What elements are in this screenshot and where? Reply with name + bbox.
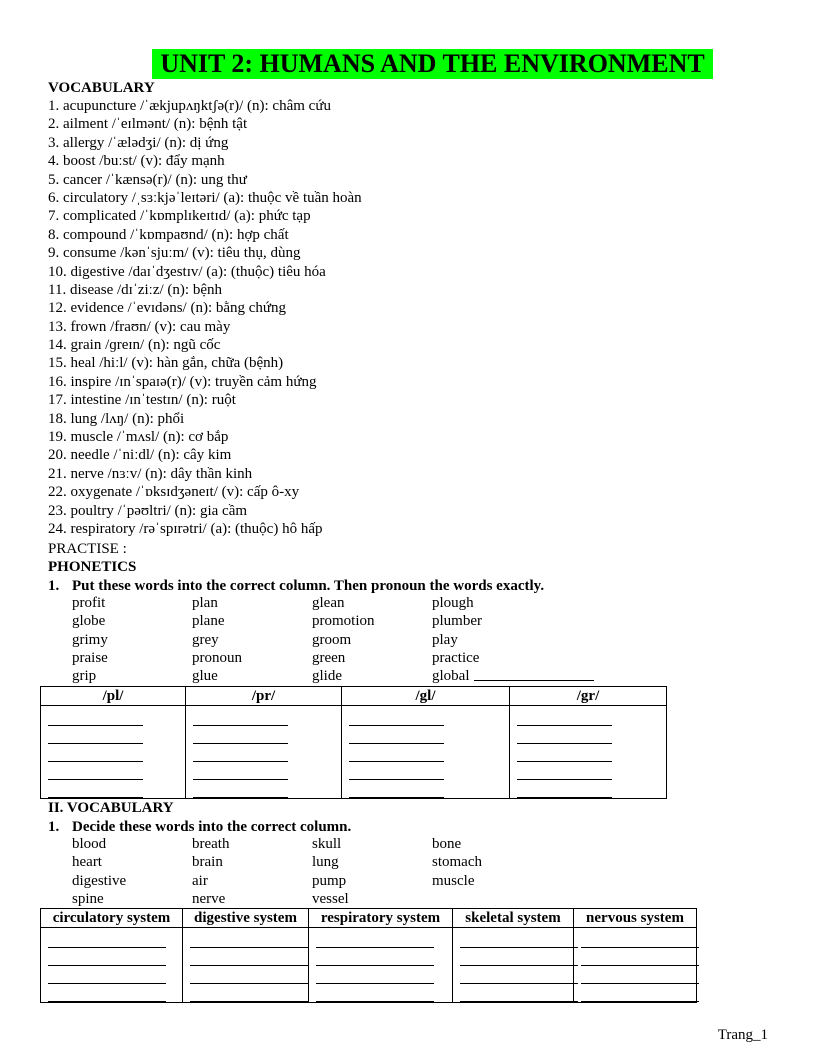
answer-blank xyxy=(316,930,434,948)
answer-blank xyxy=(517,726,612,744)
word: globe xyxy=(72,613,106,630)
word: plough xyxy=(432,595,474,611)
word-row xyxy=(72,667,594,685)
answer-blank xyxy=(193,708,288,726)
task-number: 1. xyxy=(48,578,60,594)
column-header: circulatory system xyxy=(41,909,183,928)
answer-blank xyxy=(48,948,166,966)
word: vessel xyxy=(312,890,349,907)
answer-blank xyxy=(517,708,612,726)
vocabulary-item: 21. nerve /nɜːv/ (n): dây thần kinh xyxy=(48,465,253,482)
answer-blank xyxy=(349,708,444,726)
vocabulary-heading: VOCABULARY xyxy=(48,80,155,96)
word: brain xyxy=(192,854,223,871)
answer-blank xyxy=(48,708,143,726)
answer-blank xyxy=(460,966,578,984)
column-header: /pr/ xyxy=(186,687,342,706)
word: profit xyxy=(72,595,106,611)
word: play xyxy=(432,631,458,648)
vocabulary-item: 22. oxygenate /ˈɒksɪdʒəneɪt/ (v): cấp ô-xy xyxy=(48,484,300,501)
answer-blank xyxy=(193,762,288,780)
column-header: digestive system xyxy=(183,909,309,928)
practise-label: PRACTISE : xyxy=(48,541,127,557)
answer-blank xyxy=(193,744,288,762)
word-row xyxy=(72,649,594,667)
vocabulary-item: 8. compound /ˈkɒmpaʊnd/ (n): hợp chất xyxy=(48,226,289,243)
answer-blank xyxy=(48,744,143,762)
word: global xyxy=(432,668,470,685)
word: praise xyxy=(72,649,108,666)
vocabulary-list xyxy=(48,97,362,538)
answer-blank xyxy=(349,726,444,744)
word: practice xyxy=(432,649,480,666)
vocabulary-item: 24. respiratory /rəˈspɪrətri/ (a): (thuộc) hô hấp xyxy=(48,520,323,537)
answer-blank xyxy=(517,780,612,798)
task-text: Put these words into the correct column. Then pronoun the words exactly. xyxy=(72,578,545,594)
answer-blank xyxy=(193,726,288,744)
word: pump xyxy=(312,872,347,889)
word-row xyxy=(72,872,552,890)
word: plane xyxy=(192,613,225,630)
vocabulary-item: 19. muscle /ˈmʌsl/ (n): cơ bắp xyxy=(48,429,229,446)
word-row xyxy=(72,594,594,612)
task-number: 1. xyxy=(48,819,60,835)
answer-cell xyxy=(41,928,183,1003)
vocabulary-item: 10. digestive /daɪˈdʒestɪv/ (a): (thuộc) tiêu hóa xyxy=(48,263,326,280)
vocabulary-item: 4. boost /buːst/ (v): đẩy mạnh xyxy=(48,153,225,170)
word: glue xyxy=(192,668,218,685)
answer-blank xyxy=(48,984,166,1002)
vocabulary-item: 17. intestine /ɪnˈtestɪn/ (n): ruột xyxy=(48,392,236,409)
answer-blank xyxy=(316,966,434,984)
answer-blank xyxy=(474,667,594,681)
vocabulary-task xyxy=(48,818,351,836)
word: blood xyxy=(72,836,107,852)
vocabulary-item: 12. evidence /ˈevɪdəns/ (n): bằng chứng xyxy=(48,300,287,317)
answer-blank xyxy=(190,948,308,966)
word: plan xyxy=(192,595,218,611)
answer-cell xyxy=(453,928,574,1003)
answer-cell xyxy=(574,928,697,1003)
word: nerve xyxy=(192,890,226,907)
answer-blank xyxy=(190,984,308,1002)
word: stomach xyxy=(432,854,482,871)
word-row xyxy=(72,835,552,853)
column-header: /gr/ xyxy=(510,687,667,706)
phonetics-task xyxy=(48,577,544,595)
word-row xyxy=(72,612,594,630)
answer-blank xyxy=(349,744,444,762)
word: grimy xyxy=(72,631,108,648)
vocabulary-item: 15. heal /hiːl/ (v): hàn gắn, chữa (bệnh) xyxy=(48,355,284,372)
vocabulary-item: 11. disease /dɪˈziːz/ (n): bệnh xyxy=(48,281,222,298)
answer-cell xyxy=(41,706,186,799)
word: muscle xyxy=(432,872,475,889)
task-text: Decide these words into the correct column. xyxy=(72,819,352,835)
answer-blank xyxy=(581,930,699,948)
vocabulary-section-heading: II. VOCABULARY xyxy=(48,800,174,816)
vocabulary-answer-table xyxy=(40,908,697,1003)
vocabulary-item: 5. cancer /ˈkænsə(r)/ (n): ung thư xyxy=(48,171,247,188)
answer-blank xyxy=(581,984,699,1002)
word: lung xyxy=(312,854,339,871)
page-title: UNIT 2: HUMANS AND THE ENVIRONMENT xyxy=(152,49,713,79)
answer-cell xyxy=(309,928,453,1003)
answer-blank xyxy=(316,984,434,1002)
answer-blank xyxy=(581,966,699,984)
word: plumber xyxy=(432,613,482,630)
word xyxy=(432,890,552,908)
answer-cell xyxy=(183,928,309,1003)
word: pronoun xyxy=(192,649,242,666)
answer-cell xyxy=(342,706,510,799)
answer-blank xyxy=(48,930,166,948)
answer-blank xyxy=(48,966,166,984)
vocabulary-item: 7. complicated /ˈkɒmplɪkeɪtɪd/ (a): phức tạp xyxy=(48,208,311,225)
answer-blank xyxy=(190,930,308,948)
answer-blank xyxy=(193,780,288,798)
word: spine xyxy=(72,890,104,907)
vocabulary-item: 16. inspire /ɪnˈspaɪə(r)/ (v): truyền cảm hứng xyxy=(48,373,317,390)
answer-blank xyxy=(517,744,612,762)
answer-blank xyxy=(460,948,578,966)
answer-blank xyxy=(48,780,143,798)
word: glean xyxy=(312,595,345,611)
word-row xyxy=(72,631,594,649)
answer-blank xyxy=(316,948,434,966)
word: air xyxy=(192,872,208,889)
answer-blank xyxy=(349,762,444,780)
vocabulary-word-list xyxy=(72,835,552,908)
answer-blank xyxy=(517,762,612,780)
vocabulary-item: 6. circulatory /ˌsɜːkjəˈleɪtəri/ (a): thuộc về tuần hoàn xyxy=(48,189,362,206)
answer-blank xyxy=(48,726,143,744)
word: groom xyxy=(312,631,352,648)
word: breath xyxy=(192,836,230,852)
vocabulary-item: 18. lung /lʌŋ/ (n): phổi xyxy=(48,410,185,427)
word-row xyxy=(72,890,552,908)
page-number: Trang_1 xyxy=(717,1027,768,1043)
word: skull xyxy=(312,836,342,852)
word: grey xyxy=(192,631,219,648)
column-header: skeletal system xyxy=(453,909,574,928)
vocabulary-item: 1. acupuncture /ˈækjupʌŋktʃə(r)/ (n): châm cứu xyxy=(48,98,331,114)
vocabulary-item: 14. grain /ɡreɪn/ (n): ngũ cốc xyxy=(48,337,221,354)
vocabulary-item: 2. ailment /ˈeɪlmənt/ (n): bệnh tật xyxy=(48,116,248,133)
answer-blank xyxy=(48,762,143,780)
answer-cell xyxy=(186,706,342,799)
answer-blank xyxy=(460,984,578,1002)
vocabulary-item: 3. allergy /ˈælədʒi/ (n): dị ứng xyxy=(48,134,229,151)
answer-cell xyxy=(510,706,667,799)
answer-blank xyxy=(349,780,444,798)
word: grip xyxy=(72,668,97,685)
word: glide xyxy=(312,668,342,685)
column-header: nervous system xyxy=(574,909,697,928)
vocabulary-item: 13. frown /fraʊn/ (v): cau mày xyxy=(48,318,231,335)
word: green xyxy=(312,649,346,666)
answer-blank xyxy=(460,930,578,948)
word: digestive xyxy=(72,872,127,889)
phonetics-answer-table xyxy=(40,686,667,799)
vocabulary-item: 20. needle /ˈniːdl/ (n): cây kim xyxy=(48,447,232,464)
vocabulary-item: 23. poultry /ˈpəʊltri/ (n): gia cầm xyxy=(48,502,248,519)
word-row xyxy=(72,853,552,871)
answer-blank xyxy=(190,966,308,984)
phonetics-heading: PHONETICS xyxy=(48,559,137,575)
word: promotion xyxy=(312,613,375,630)
word: bone xyxy=(432,836,462,852)
column-header: /pl/ xyxy=(41,687,186,706)
column-header: respiratory system xyxy=(309,909,453,928)
phonetics-word-list xyxy=(72,594,594,685)
column-header: /gl/ xyxy=(342,687,510,706)
answer-blank xyxy=(581,948,699,966)
word: heart xyxy=(72,854,102,871)
vocabulary-item: 9. consume /kənˈsjuːm/ (v): tiêu thụ, dùng xyxy=(48,245,301,262)
